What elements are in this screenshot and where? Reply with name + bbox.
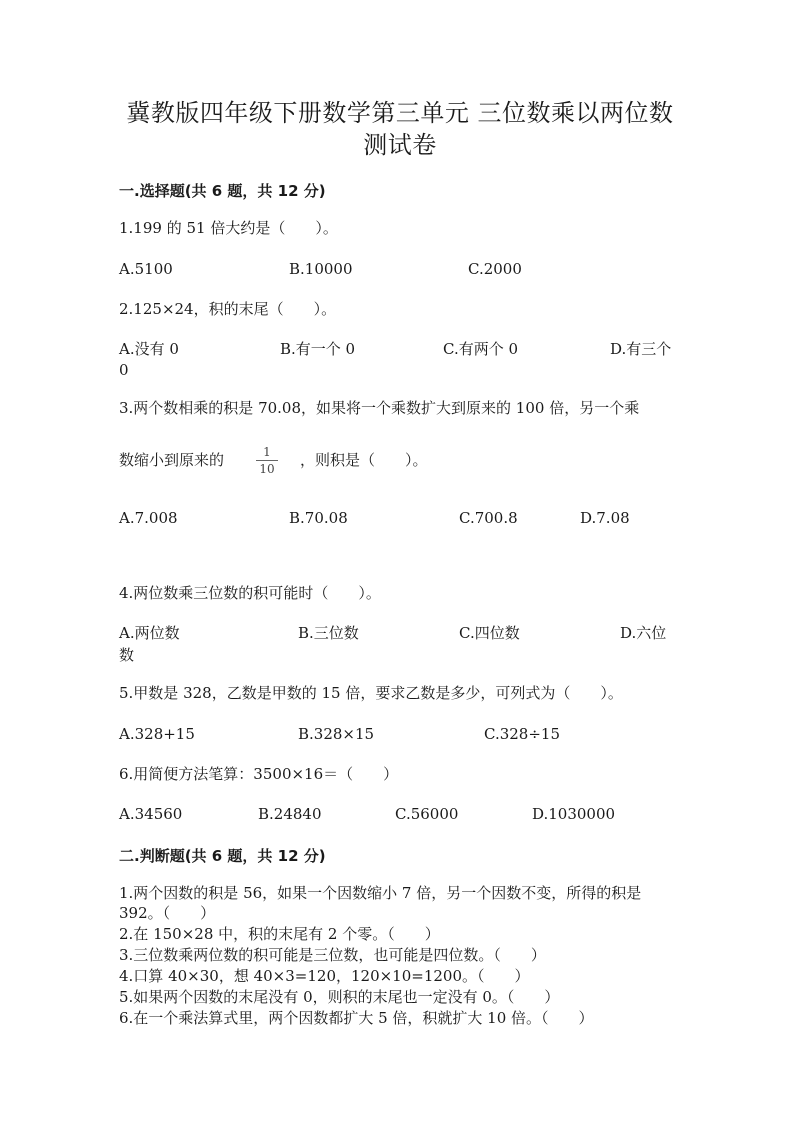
q6-option-b: B.24840 [258,805,322,823]
question-2-stem: 2.125×24，积的末尾（ ）。 [119,300,337,318]
q4-option-c: C.四位数 [459,624,520,642]
judge-item-4: 4.口算 40×30，想 40×3=120，120×10=1200。（ ） [119,967,530,985]
q2-option-d: D.有三个 [610,340,672,358]
q4-option-a: A.两位数 [119,624,180,642]
judge-item-6: 6.在一个乘法算式里，两个因数都扩大 5 倍，积就扩大 10 倍。（ ） [119,1009,594,1027]
q3-option-b: B.70.08 [289,509,348,527]
q2-option-d-wrap: 0 [119,361,129,379]
q6-option-d: D.1030000 [532,805,616,823]
fraction-numerator: 1 [263,445,271,459]
q4-option-d: D.六位 [620,624,667,642]
q1-option-a: A.5100 [119,260,173,278]
judge-item-1-line1: 1.两个因数的积是 56，如果一个因数缩小 7 倍，另一个因数不变，所得的积是 [119,884,642,902]
section-heading-choice: 一.选择题(共 6 题，共 12 分) [119,182,326,200]
judge-item-1-line2: 392。（ ） [119,904,216,922]
exam-title-line2: 测试卷 [363,131,437,159]
question-3-stem-line1: 3.两个数相乘的积是 70.08，如果将一个乘数扩大到原来的 100 倍，另一个乘 [119,399,640,417]
q6-option-a: A.34560 [119,805,183,823]
q4-option-b: B.三位数 [298,624,359,642]
q6-option-c: C.56000 [395,805,459,823]
q3-option-a: A.7.008 [119,509,178,527]
q2-option-b: B.有一个 0 [280,340,356,358]
q2-option-c: C.有两个 0 [443,340,519,358]
question-3-stem-line2b: ，则积是（ ）。 [300,451,428,469]
judge-item-2: 2.在 150×28 中，积的末尾有 2 个零。（ ） [119,925,440,943]
q5-option-a: A.328+15 [119,725,195,743]
q5-option-c: C.328÷15 [484,725,560,743]
q4-option-d-wrap: 数 [119,646,135,664]
judge-item-3: 3.三位数乘两位数的积可能是三位数，也可能是四位数。（ ） [119,946,546,964]
exam-title-line1: 冀教版四年级下册数学第三单元 三位数乘以两位数 [126,99,674,127]
q5-option-b: B.328×15 [298,725,375,743]
q3-option-c: C.700.8 [459,509,518,527]
fraction-bar [256,460,278,461]
fraction-denominator: 10 [259,462,275,476]
fraction-one-tenth [256,445,278,476]
q3-option-d: D.7.08 [580,509,630,527]
question-4-stem: 4.两位数乘三位数的积可能时（ ）。 [119,584,381,602]
section-heading-judge: 二.判断题(共 6 题，共 12 分) [119,847,326,865]
question-1-stem: 1.199 的 51 倍大约是（ ）。 [119,219,338,237]
q2-option-a: A.没有 0 [119,340,179,358]
question-3-stem-line2a: 数缩小到原来的 [119,451,225,469]
judge-item-5: 5.如果两个因数的末尾没有 0，则积的末尾也一定没有 0。（ ） [119,988,560,1006]
question-5-stem: 5.甲数是 328，乙数是甲数的 15 倍，要求乙数是多少，可列式为（ ）。 [119,684,623,702]
q1-option-b: B.10000 [289,260,353,278]
question-6-stem: 6.用简便方法笔算：3500×16＝（ ） [119,765,399,783]
q1-option-c: C.2000 [468,260,522,278]
